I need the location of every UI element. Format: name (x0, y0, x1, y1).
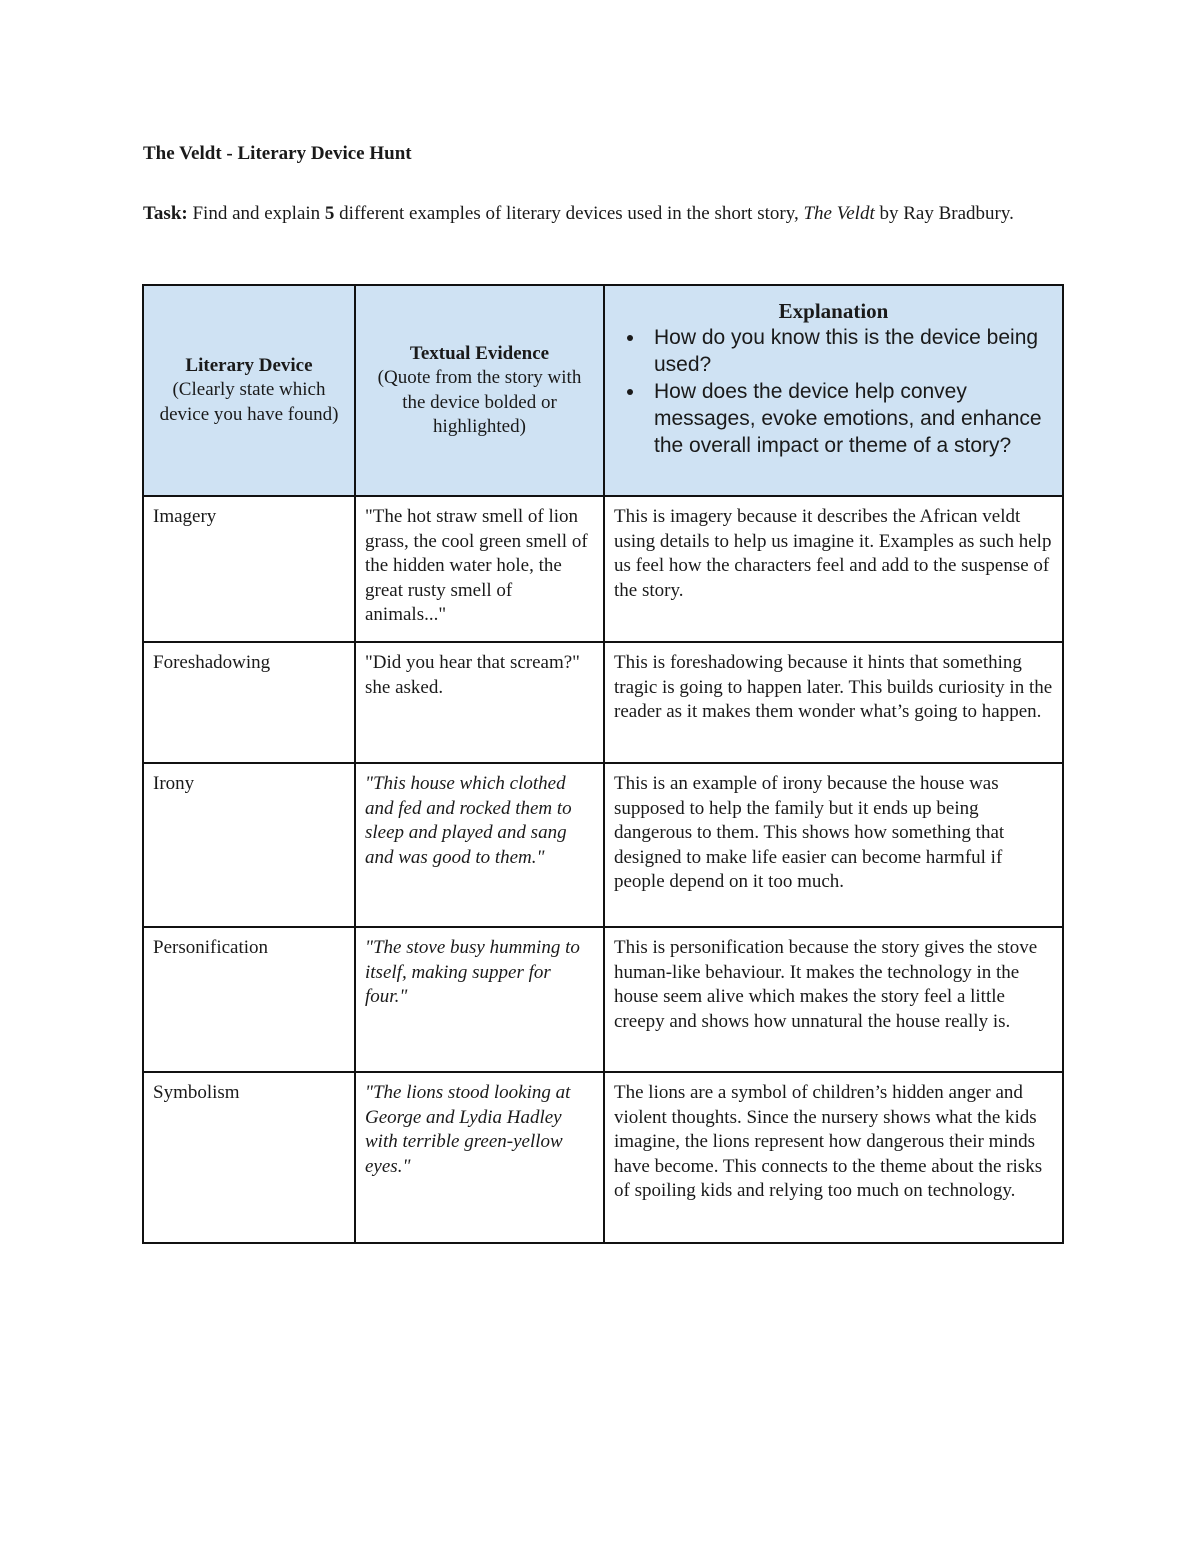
evidence-cell: "Did you hear that scream?" she asked. (355, 642, 604, 763)
table-row (143, 763, 1063, 927)
page-title: The Veldt - Literary Device Hunt (143, 143, 412, 164)
explanation-bullet: • How do you know this is the device being used? (646, 324, 1053, 378)
table-row (143, 1072, 1063, 1243)
task-text-before: Find and explain (187, 203, 325, 224)
header-textual-evidence (355, 285, 604, 496)
task-label: Task: (143, 203, 188, 224)
explanation-cell: The lions are a symbol of children’s hidden anger and violent thoughts. Since the nursery shows what the kids imagine, the lions represent how dangerous their minds have become. This connects to the theme about the risks of spoiling kids and relying too much on technology. (604, 1072, 1063, 1243)
header-device-title: Literary Device (185, 354, 313, 376)
explanation-cell: This is imagery because it describes the African veldt using details to help us imagine it. Examples as such help us feel how the characters feel and add to the suspense of the story. (604, 496, 1063, 642)
device-cell: Foreshadowing (143, 642, 355, 763)
device-cell: Personification (143, 927, 355, 1072)
explanation-bullet-list (614, 324, 1053, 459)
device-cell: Imagery (143, 496, 355, 642)
task-text-middle: different examples of literary devices used in the short story, (334, 203, 804, 224)
task-instructions (143, 200, 1063, 227)
device-cell: Symbolism (143, 1072, 355, 1243)
task-count: 5 (324, 203, 335, 224)
task-text-after: by Ray Bradbury. (874, 203, 1014, 224)
literary-device-table (142, 284, 1064, 1244)
header-device-subtitle: (Clearly state which device you have found) (159, 379, 339, 425)
evidence-cell: "The hot straw smell of lion grass, the cool green smell of the hidden water hole, the great rusty smell of animals..." (355, 496, 604, 642)
story-title: The Veldt (803, 203, 875, 224)
header-evidence-title: Textual Evidence (409, 342, 550, 364)
evidence-cell: "The lions stood looking at George and Lydia Hadley with terrible green-yellow eyes." (355, 1072, 604, 1243)
device-cell: Irony (143, 763, 355, 927)
explanation-cell: This is personification because the story gives the stove human-like behaviour. It makes the technology in the house seem alive which makes the story feel a little creepy and shows how unnatural the house really is. (604, 927, 1063, 1072)
table-header-row (143, 285, 1063, 496)
table-row (143, 642, 1063, 763)
table-row (143, 496, 1063, 642)
explanation-cell: This is foreshadowing because it hints that something tragic is going to happen later. This builds curiosity in the reader as it makes them wonder what’s going to happen. (604, 642, 1063, 763)
header-explanation (604, 285, 1063, 496)
explanation-bullet: • How does the device help convey messages, evoke emotions, and enhance the overall impact or theme of a story? (646, 378, 1053, 459)
header-evidence-subtitle: (Quote from the story with the device bolded or highlighted) (377, 367, 582, 437)
header-explanation-title: Explanation (778, 299, 889, 323)
evidence-cell: "The stove busy humming to itself, making supper for four." (355, 927, 604, 1072)
evidence-cell: "This house which clothed and fed and rocked them to sleep and played and sang and was good to them." (355, 763, 604, 927)
header-literary-device (143, 285, 355, 496)
table-row (143, 927, 1063, 1072)
explanation-cell: This is an example of irony because the house was supposed to help the family but it ends up being dangerous to them. This shows how something that designed to make life easier can become harmful if people depend on it too much. (604, 763, 1063, 927)
